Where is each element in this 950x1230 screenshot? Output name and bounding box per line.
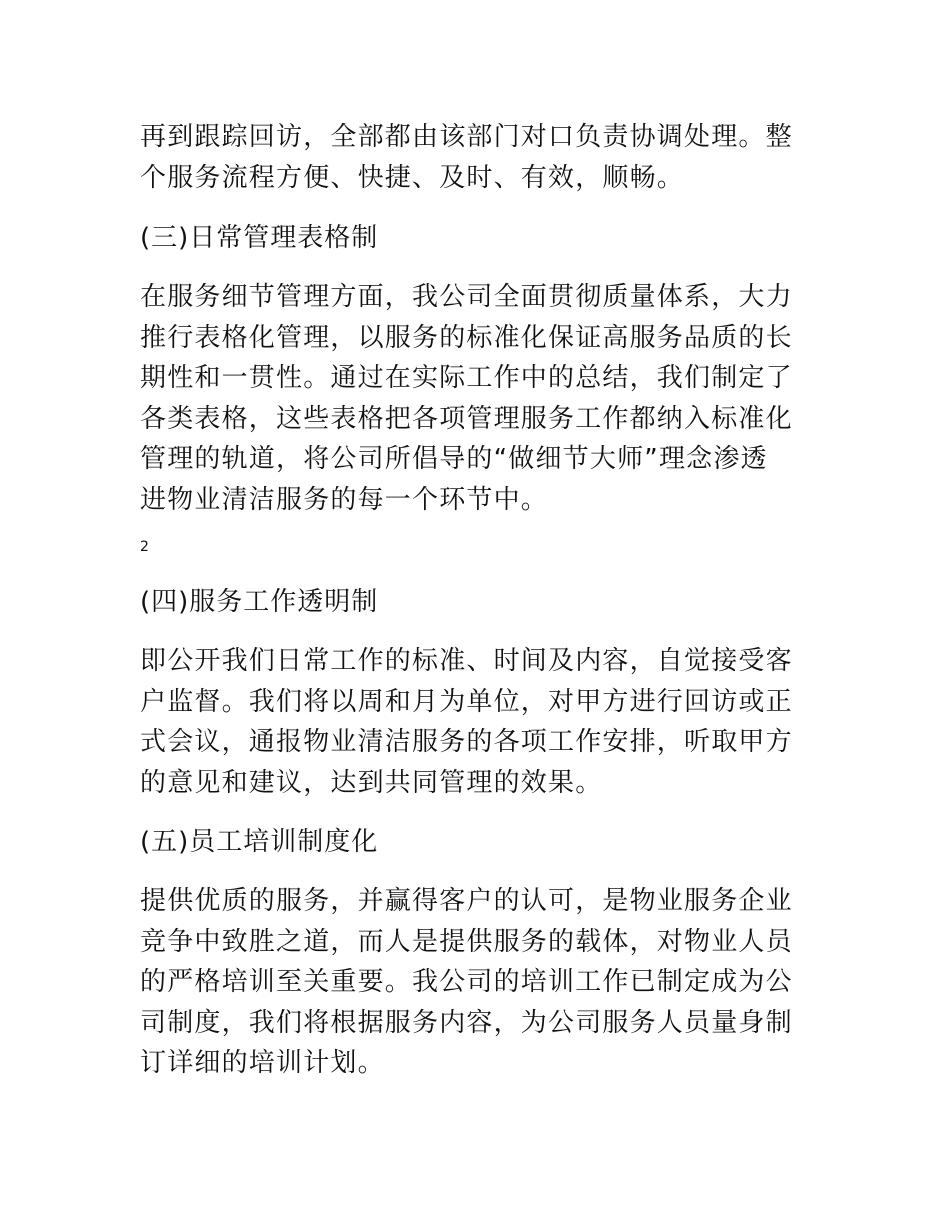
paragraph-detail-management: [140, 277, 793, 520]
paragraph-line: 的严格培训至关重要。我公司的培训工作已制定成为公: [140, 967, 793, 997]
heading-transparency: (四)服务工作透明制: [140, 587, 379, 617]
paragraph-line: 订详细的培训计划。: [140, 1048, 385, 1078]
paragraph-line: 即公开我们日常工作的标准、时间及内容，自觉接受客: [140, 646, 793, 676]
paragraph-line: 式会议，通报物业清洁服务的各项工作安排，听取甲方: [140, 727, 793, 757]
heading-daily-management: (三)日常管理表格制: [140, 223, 379, 253]
paragraph-line: 竞争中致胜之道，而人是提供服务的载体，对物业人员: [140, 926, 793, 957]
page-number: 2: [140, 539, 149, 555]
paragraph-line: 推行表格化管理，以服务的标准化保证高服务品质的长: [140, 322, 793, 353]
paragraph-line: 期性和一贯性。通过在实际工作中的总结，我们制定了: [140, 363, 793, 393]
paragraph-training: [140, 881, 793, 1084]
paragraph-line: 户监督。我们将以周和月为单位，对甲方进行回访或正: [140, 686, 793, 717]
heading-training: (五)员工培训制度化: [140, 827, 379, 857]
paragraph-line: 各类表格，这些表格把各项管理服务工作都纳入标准化: [140, 403, 793, 434]
paragraph-line: 个服务流程方便、快捷、及时、有效，顺畅。: [140, 162, 685, 193]
paragraph-line: 司制度，我们将根据服务内容，为公司服务人员量身制: [140, 1007, 793, 1038]
paragraph-line: 再到跟踪回访，全部都由该部门对口负责协调处理。整: [140, 122, 793, 152]
paragraph-line: 提供优质的服务，并赢得客户的认可，是物业服务企业: [140, 886, 793, 916]
paragraph-service-flow: [140, 117, 793, 198]
paragraph-transparency: [140, 641, 793, 803]
paragraph-line: 的意见和建议，达到共同管理的效果。: [140, 767, 603, 798]
paragraph-line: 进物业清洁服务的每一个环节中。: [140, 484, 549, 515]
paragraph-line: 管理的轨道，将公司所倡导的“做细节大师”理念渗透: [140, 444, 768, 474]
paragraph-line: 在服务细节管理方面，我公司全面贯彻质量体系，大力: [140, 282, 793, 312]
